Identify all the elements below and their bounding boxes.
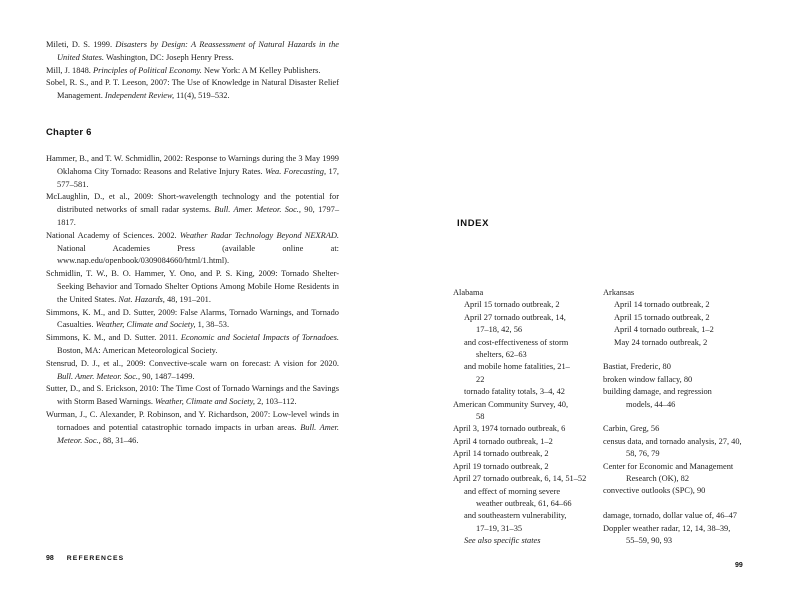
references-block	[46, 39, 339, 447]
index-line: April 14 tornado outbreak, 2	[614, 300, 710, 310]
index-line: Carbin, Greg, 56	[603, 424, 660, 434]
index-line: and cost-effectiveness of storm	[464, 337, 569, 347]
index-line: convective outlooks (SPC), 90	[603, 486, 706, 496]
index-spacer	[603, 411, 773, 423]
index-line: April 19 tornado outbreak, 2	[453, 461, 549, 471]
index-line: and southeastern vulnerability,	[464, 511, 567, 521]
reference-entry: Stensrud, D. J., et al., 2009: Convective-scale warn on forecast: A vision for 2020. Bull. Amer. Meteor. Soc., 90, 1487–1499.	[46, 358, 339, 381]
index-line: broken window fallacy, 80	[603, 374, 693, 384]
reference-entry: National Academy of Sciences. 2002. Weather Radar Technology Beyond NEXRAD. National Academies Press (available online at: www.nap.edu/openbook/0309084660/html/1.html).	[46, 230, 339, 266]
index-line: April 15 tornado outbreak, 2	[464, 300, 560, 310]
reference-entry: McLaughlin, D., et al., 2009: Short-wavelength technology and the potential for distributed networks of small radar systems. Bull. Amer. Meteor. Soc., 90, 1797–1817.	[46, 192, 340, 227]
index-line: and effect of morning severe	[464, 486, 561, 496]
right-page-footer	[735, 554, 743, 572]
index-spacer	[603, 498, 773, 510]
index-heading: INDEX	[457, 218, 490, 229]
left-page-number: 98	[46, 555, 54, 562]
reference-entry: Mileti, D. S. 1999. Disasters by Design: A Reassessment of Natural Hazards in the United States. Washington, DC: Joseph Henry Press.	[46, 40, 339, 62]
index-line: April 3, 1974 tornado outbreak, 6	[453, 424, 566, 434]
chapter-heading: Chapter 6	[46, 126, 92, 138]
index-line: 55–59, 90, 93	[626, 536, 673, 546]
reference-entry: Hammer, B., and T. W. Schmidlin, 2002: Response to Warnings during the 3 May 1999 Oklahoma City Tornado: Reasons and Relative Injury Rates. Wea. Forecasting, 17, 577–581.	[46, 153, 340, 189]
index-line: and mobile home fatalities, 21–	[464, 362, 570, 372]
index-line: Center for Economic and Management	[603, 461, 734, 471]
index-line: American Community Survey, 40,	[453, 399, 569, 409]
index-line: weather outbreak, 61, 64–66	[476, 498, 572, 508]
index-line: May 24 tornado outbreak, 2	[614, 337, 708, 347]
index-line: April 4 tornado outbreak, 1–2	[453, 436, 553, 446]
index-line: damage, tornado, dollar value of, 46–47	[603, 511, 737, 521]
reference-entry: Wurman, J., C. Alexander, P. Robinson, and Y. Richardson, 2007: Low-level winds in tornadoes and potential catastrophic tornado impacts in urban areas. Bull. Amer. Meteor. Soc., 88, 31–46.	[46, 409, 339, 445]
index-line: Doppler weather radar, 12, 14, 38–39,	[603, 523, 731, 533]
index-line: 17–19, 31–35	[476, 523, 523, 533]
references-list-intro	[46, 39, 339, 103]
index-line: 58, 76, 79	[626, 449, 660, 459]
index-line: April 15 tornado outbreak, 2	[614, 312, 710, 322]
reference-entry: Schmidlin, T. W., B. O. Hammer, Y. Ono, and P. S. King, 2009: Tornado Shelter-Seeking Behavior and Tornado Shelter Options Among Mobile Home Residents in the United States. Nat. Hazards, 48, 191–201.	[46, 269, 339, 304]
index-line: 58	[476, 412, 485, 422]
index-column-2	[603, 287, 773, 547]
index-line: April 27 tornado outbreak, 14,	[464, 312, 566, 322]
index-line: building damage, and regression	[603, 387, 712, 397]
index-line: census data, and tornado analysis, 27, 40,	[603, 436, 742, 446]
index-line: April 27 tornado outbreak, 6, 14, 51–52	[453, 474, 587, 484]
reference-entry: Simmons, K. M., and D. Sutter, 2009: False Alarms, Tornado Warnings, and Tornado Casualties. Weather, Climate and Society, 1, 38–53.	[46, 307, 339, 330]
index-line: Bastiat, Frederic, 80	[603, 362, 671, 372]
index-line: See also specific states	[464, 536, 541, 546]
reference-entry: Simmons, K. M., and D. Sutter. 2011. Economic and Societal Impacts of Tornadoes. Boston, MA: American Meteorological Society.	[46, 333, 339, 355]
reference-entry: Sobel, R. S., and P. T. Leeson, 2007: The Use of Knowledge in Natural Disaster Relief Management. Independent Review, 11(4), 519–532.	[46, 78, 339, 101]
reference-entry: Mill, J. 1848. Principles of Political Economy. New York: A M Kelley Publishers.	[46, 65, 321, 75]
index-spacer	[603, 349, 773, 361]
right-page-number: 99	[735, 562, 743, 569]
index-line: 22	[476, 374, 485, 384]
index-line: April 14 tornado outbreak, 2	[453, 449, 549, 459]
running-head-references: REFERENCES	[66, 555, 125, 562]
index-line: Arkansas	[603, 288, 635, 297]
left-page-footer	[46, 554, 124, 563]
index-line: Research (OK), 82	[626, 474, 690, 484]
index-line: tornado fatality totals, 3–4, 42	[464, 387, 565, 397]
index-column-1	[453, 287, 623, 548]
index-line: Alabama	[453, 288, 484, 297]
references-list-ch6	[46, 153, 339, 447]
index-line: shelters, 62–63	[476, 350, 527, 360]
index-line: April 4 tornado outbreak, 1–2	[614, 325, 714, 335]
reference-entry: Sutter, D., and S. Erickson, 2010: The Time Cost of Tornado Warnings and the Savings with Storm Based Warnings. Weather, Climate and Society, 2, 103–112.	[46, 384, 339, 407]
index-line: 17–18, 42, 56	[476, 325, 523, 335]
index-line: models, 44–46	[626, 399, 676, 409]
